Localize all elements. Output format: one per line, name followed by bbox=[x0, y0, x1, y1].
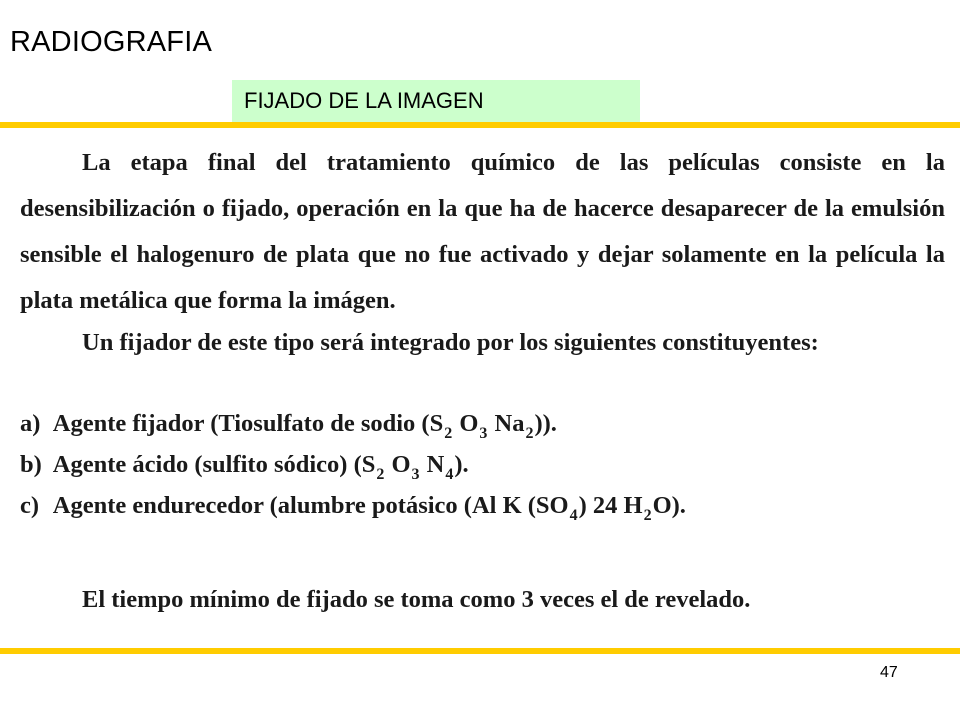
page-number: 47 bbox=[880, 664, 898, 681]
list-marker: a) bbox=[20, 410, 41, 437]
list-marker: b) bbox=[20, 451, 42, 478]
formula-subscript: 2 bbox=[643, 507, 652, 524]
formula-subscript: 2 bbox=[376, 466, 385, 483]
formula-subscript: 3 bbox=[479, 425, 488, 442]
paragraph-intro: La etapa final del tratamiento químico de las películas consiste en la desensibilización o fijado, operación en la que ha de hacerce desaparecer de la emulsión sensible el halogenuro de plata que no fue activado y dejar solamente en la película la plata metálica que forma la imágen. bbox=[20, 149, 945, 314]
bottom-divider bbox=[0, 648, 960, 654]
formula-subscript: 2 bbox=[444, 425, 453, 442]
list-item bbox=[20, 403, 686, 444]
list-marker: c) bbox=[20, 492, 40, 519]
list-item-text: Agente fijador (Tiosulfato de sodio (S bbox=[52, 410, 444, 437]
formula-subscript: 2 bbox=[525, 425, 534, 442]
formula-subscript: 4 bbox=[445, 466, 454, 483]
paragraph-fixing-time: El tiempo mínimo de fijado se toma como 3 veces el de revelado. bbox=[82, 586, 751, 613]
list-item-text: Agente ácido (sulfito sódico) (S bbox=[52, 451, 376, 478]
paragraph-constituents: Un fijador de este tipo será integrado por los siguientes constituyentes: bbox=[82, 329, 819, 356]
chemical-formula bbox=[569, 492, 686, 524]
formula-text: )). bbox=[534, 410, 557, 437]
formula-subscript: 4 bbox=[569, 507, 578, 524]
formula-text: O bbox=[385, 451, 411, 478]
scanned-text-block bbox=[0, 128, 960, 648]
chemical-formula bbox=[375, 451, 469, 483]
formula-text: N bbox=[420, 451, 445, 478]
formula-subscript: 3 bbox=[411, 466, 420, 483]
slide-title: RADIOGRAFIA bbox=[10, 26, 212, 58]
formula-text: Na bbox=[488, 410, 525, 437]
section-heading: FIJADO DE LA IMAGEN bbox=[232, 80, 640, 122]
list-item-text: Agente endurecedor (alumbre potásico (Al K (SO bbox=[52, 492, 569, 519]
list-item bbox=[20, 485, 686, 526]
chemical-formula bbox=[443, 410, 557, 442]
formula-text: ). bbox=[454, 451, 469, 478]
list-item bbox=[20, 444, 686, 485]
formula-text: ) 24 H bbox=[578, 492, 643, 519]
constituents-list bbox=[20, 403, 686, 526]
formula-text: O). bbox=[652, 492, 686, 519]
formula-text: O bbox=[453, 410, 479, 437]
